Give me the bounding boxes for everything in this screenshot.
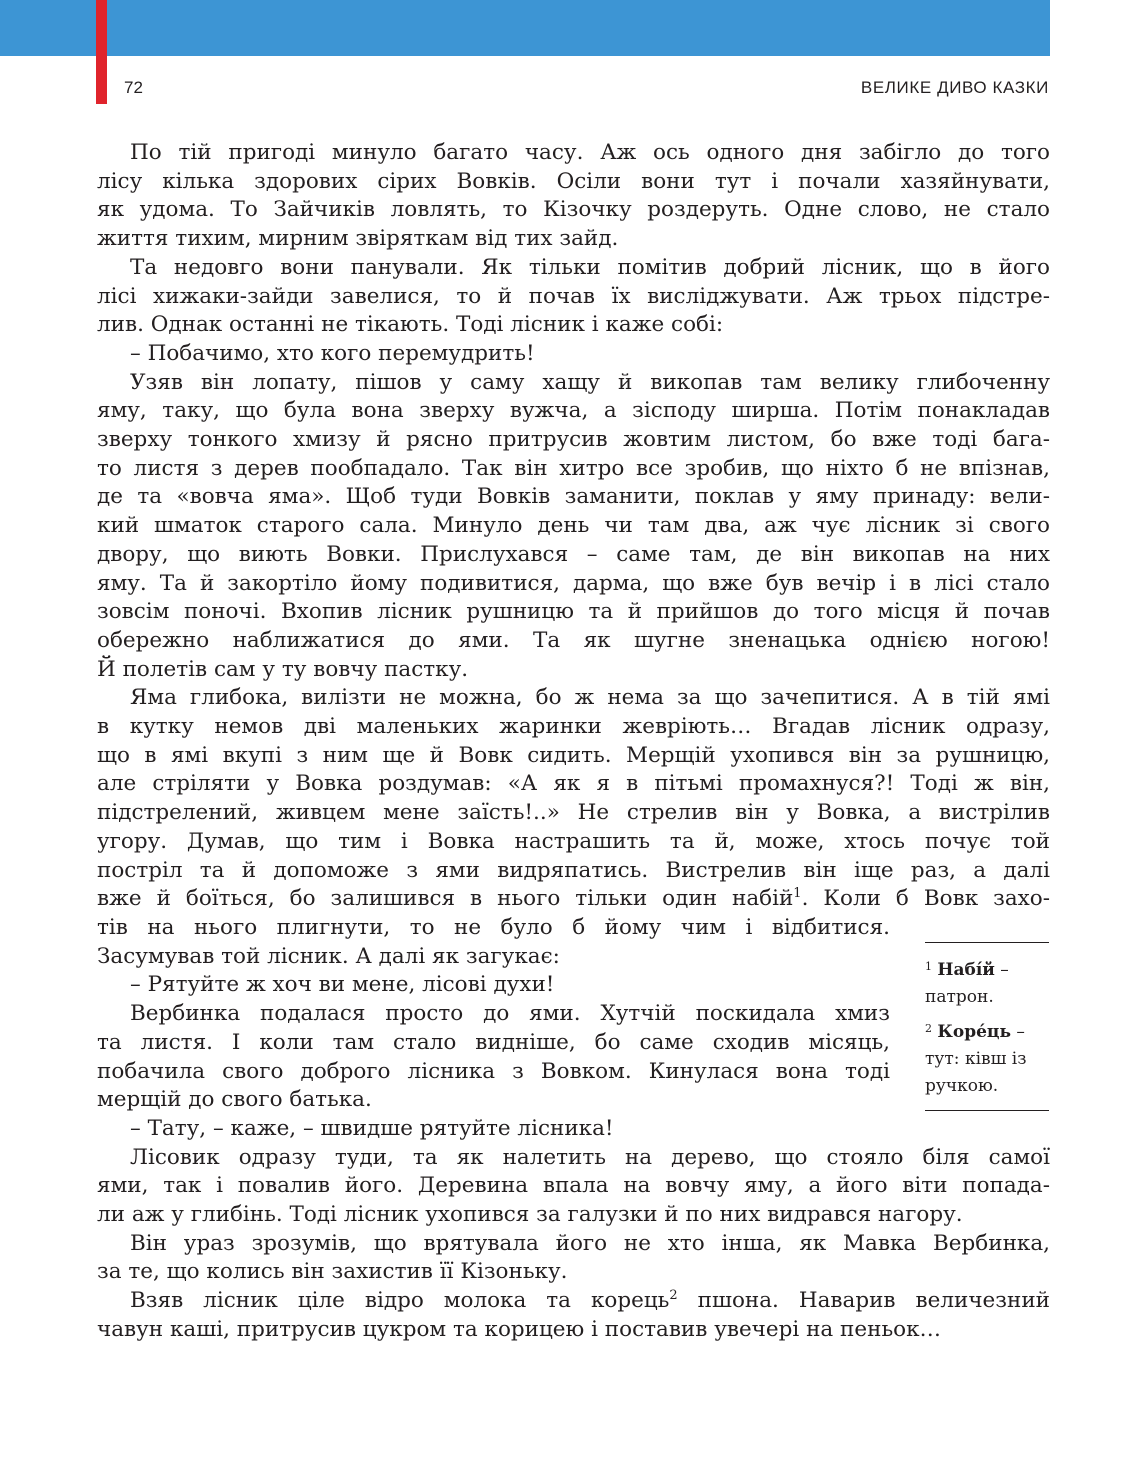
- paragraph: Яма глибока, вилізти не можна, бо ж нема за що зачепитися. А в тій ямі в кутку немов дві маленьких жаринки жевріють… Вгадав лісник одразу, що в ямі вкупі з ним ще й Вовк сидить. Мерщій ухопився він за рушницю, але стріляти у Вовка роздумав: «А як я в пітьмі промахнуся?! Тоді ж він, підстрелений, живцем мене заїсть!..» Не стрелив він у Вовка, а вистрілив угору. Думав, що тим і Вовка настрашить та й, може, хтось почує той постріл та й допоможе з ями видряпатись. Вистрелив він іще раз, а далі вже й боїться, бо залишився в нього тільки один набій$^1$. Коли б Вовк захо- тів на нього плигнути, то не було б йому чим і відбитися. Засумував той лісник. А далі як загукає:: [97, 685, 1050, 969]
- story-text: [97, 139, 1050, 1345]
- footnote-2: $^2$ Коре́ць – тут: ківш із ручкою.: [925, 1022, 1027, 1096]
- chapter-marker: [96, 0, 107, 104]
- paragraph: Узяв він лопату, пішов у саму хащу й викопав там велику глибоченну яму, таку, що була вона зверху вужча, а зісподу ширша. Потім понакладав зверху тонкого хмизу й рясно притрусив жовтим листом, бо вже тоді бага- то листя з дерев пообпадало. Так він хитро все зробив, що ніхто б не впізнав, де та «вовча яма». Щоб туди Вовків заманити, поклав у яму принаду: вели- кий шматок старого сала. Минуло день чи там два, аж чує лісник зі свого двору, що виють Вовки. Прислухався – саме там, де він викопав на них яму. Та й закортіло йому подивитися, дарма, що вже був вечір і в лісі стало зовсім поночі. Вхопив лісник рушницю та й прийшов до того місця й почав обережно наближатися до ями. Та як шугне зненацька однією ногою! Й полетів сам у ту вовчу пастку.: [97, 369, 1050, 682]
- footnote-ref-1: 1: [793, 886, 802, 902]
- footnote-1: $^1$ Набі́й – патрон.: [925, 960, 1009, 1007]
- paragraph: – Тату, – каже, – швидше рятуйте лісника!: [130, 1115, 614, 1141]
- running-title: ВЕЛИКЕ ДИВО КАЗКИ: [860, 78, 1049, 97]
- paragraph: Вербинка подалася просто до ями. Хутчій поскидала хмиз та листя. І коли там стало видніше, бо саме сходив місяць, побачила свого доброго лісника з Вовком. Кинулася вона тоді мерщій до свого батька.: [97, 1001, 890, 1113]
- page-number: 72: [124, 78, 143, 97]
- footnote-ref-2: 2: [669, 1288, 678, 1304]
- paragraph: – Рятуйте ж хоч ви мене, лісові духи!: [130, 972, 555, 998]
- paragraph: – Побачимо, хто кого перемудрить!: [130, 340, 535, 366]
- paragraph: Він ураз зрозумів, що врятувала його не хто інша, як Мавка Вербинка, за те, що колись він захистив її Кізоньку.: [97, 1230, 1050, 1285]
- paragraph: Та недовго вони панували. Як тільки помітив добрий лісник, що в його лісі хижаки-зайди завелися, то й почав їх вислiджувати. Аж трьох підстре- лив. Однак останні не тікають. Тоді лісник і каже собі:: [97, 254, 1050, 338]
- footnotes-box: [925, 942, 1049, 1111]
- paragraph: Лісовик одразу туди, та як налетить на дерево, що стояло біля самої ями, так і повалив його. Деревина впала на вовчу яму, а його віти попада- ли аж у глибінь. Тоді лісник ухопився за галузки й по них видрався нагору.: [97, 1144, 1050, 1228]
- top-color-band: [0, 0, 1050, 56]
- paragraph: Взяв лісник ціле відро молока та корець$^2$ пшона. Наварив величезний чавун каші, притрусив цукром та корицею і поставив увечері на пеньок…: [97, 1288, 1050, 1342]
- paragraph: По тій пригоді минуло багато часу. Аж ось одного дня забігло до того лісу кілька здорових сірих Вовків. Осіли вони тут і почали хазяйнувати, як удома. То Зайчиків ловлять, то Кізочку роздеруть. Одне слово, не стало життя тихим, мирним звіряткам від тих зайд.: [97, 140, 1050, 252]
